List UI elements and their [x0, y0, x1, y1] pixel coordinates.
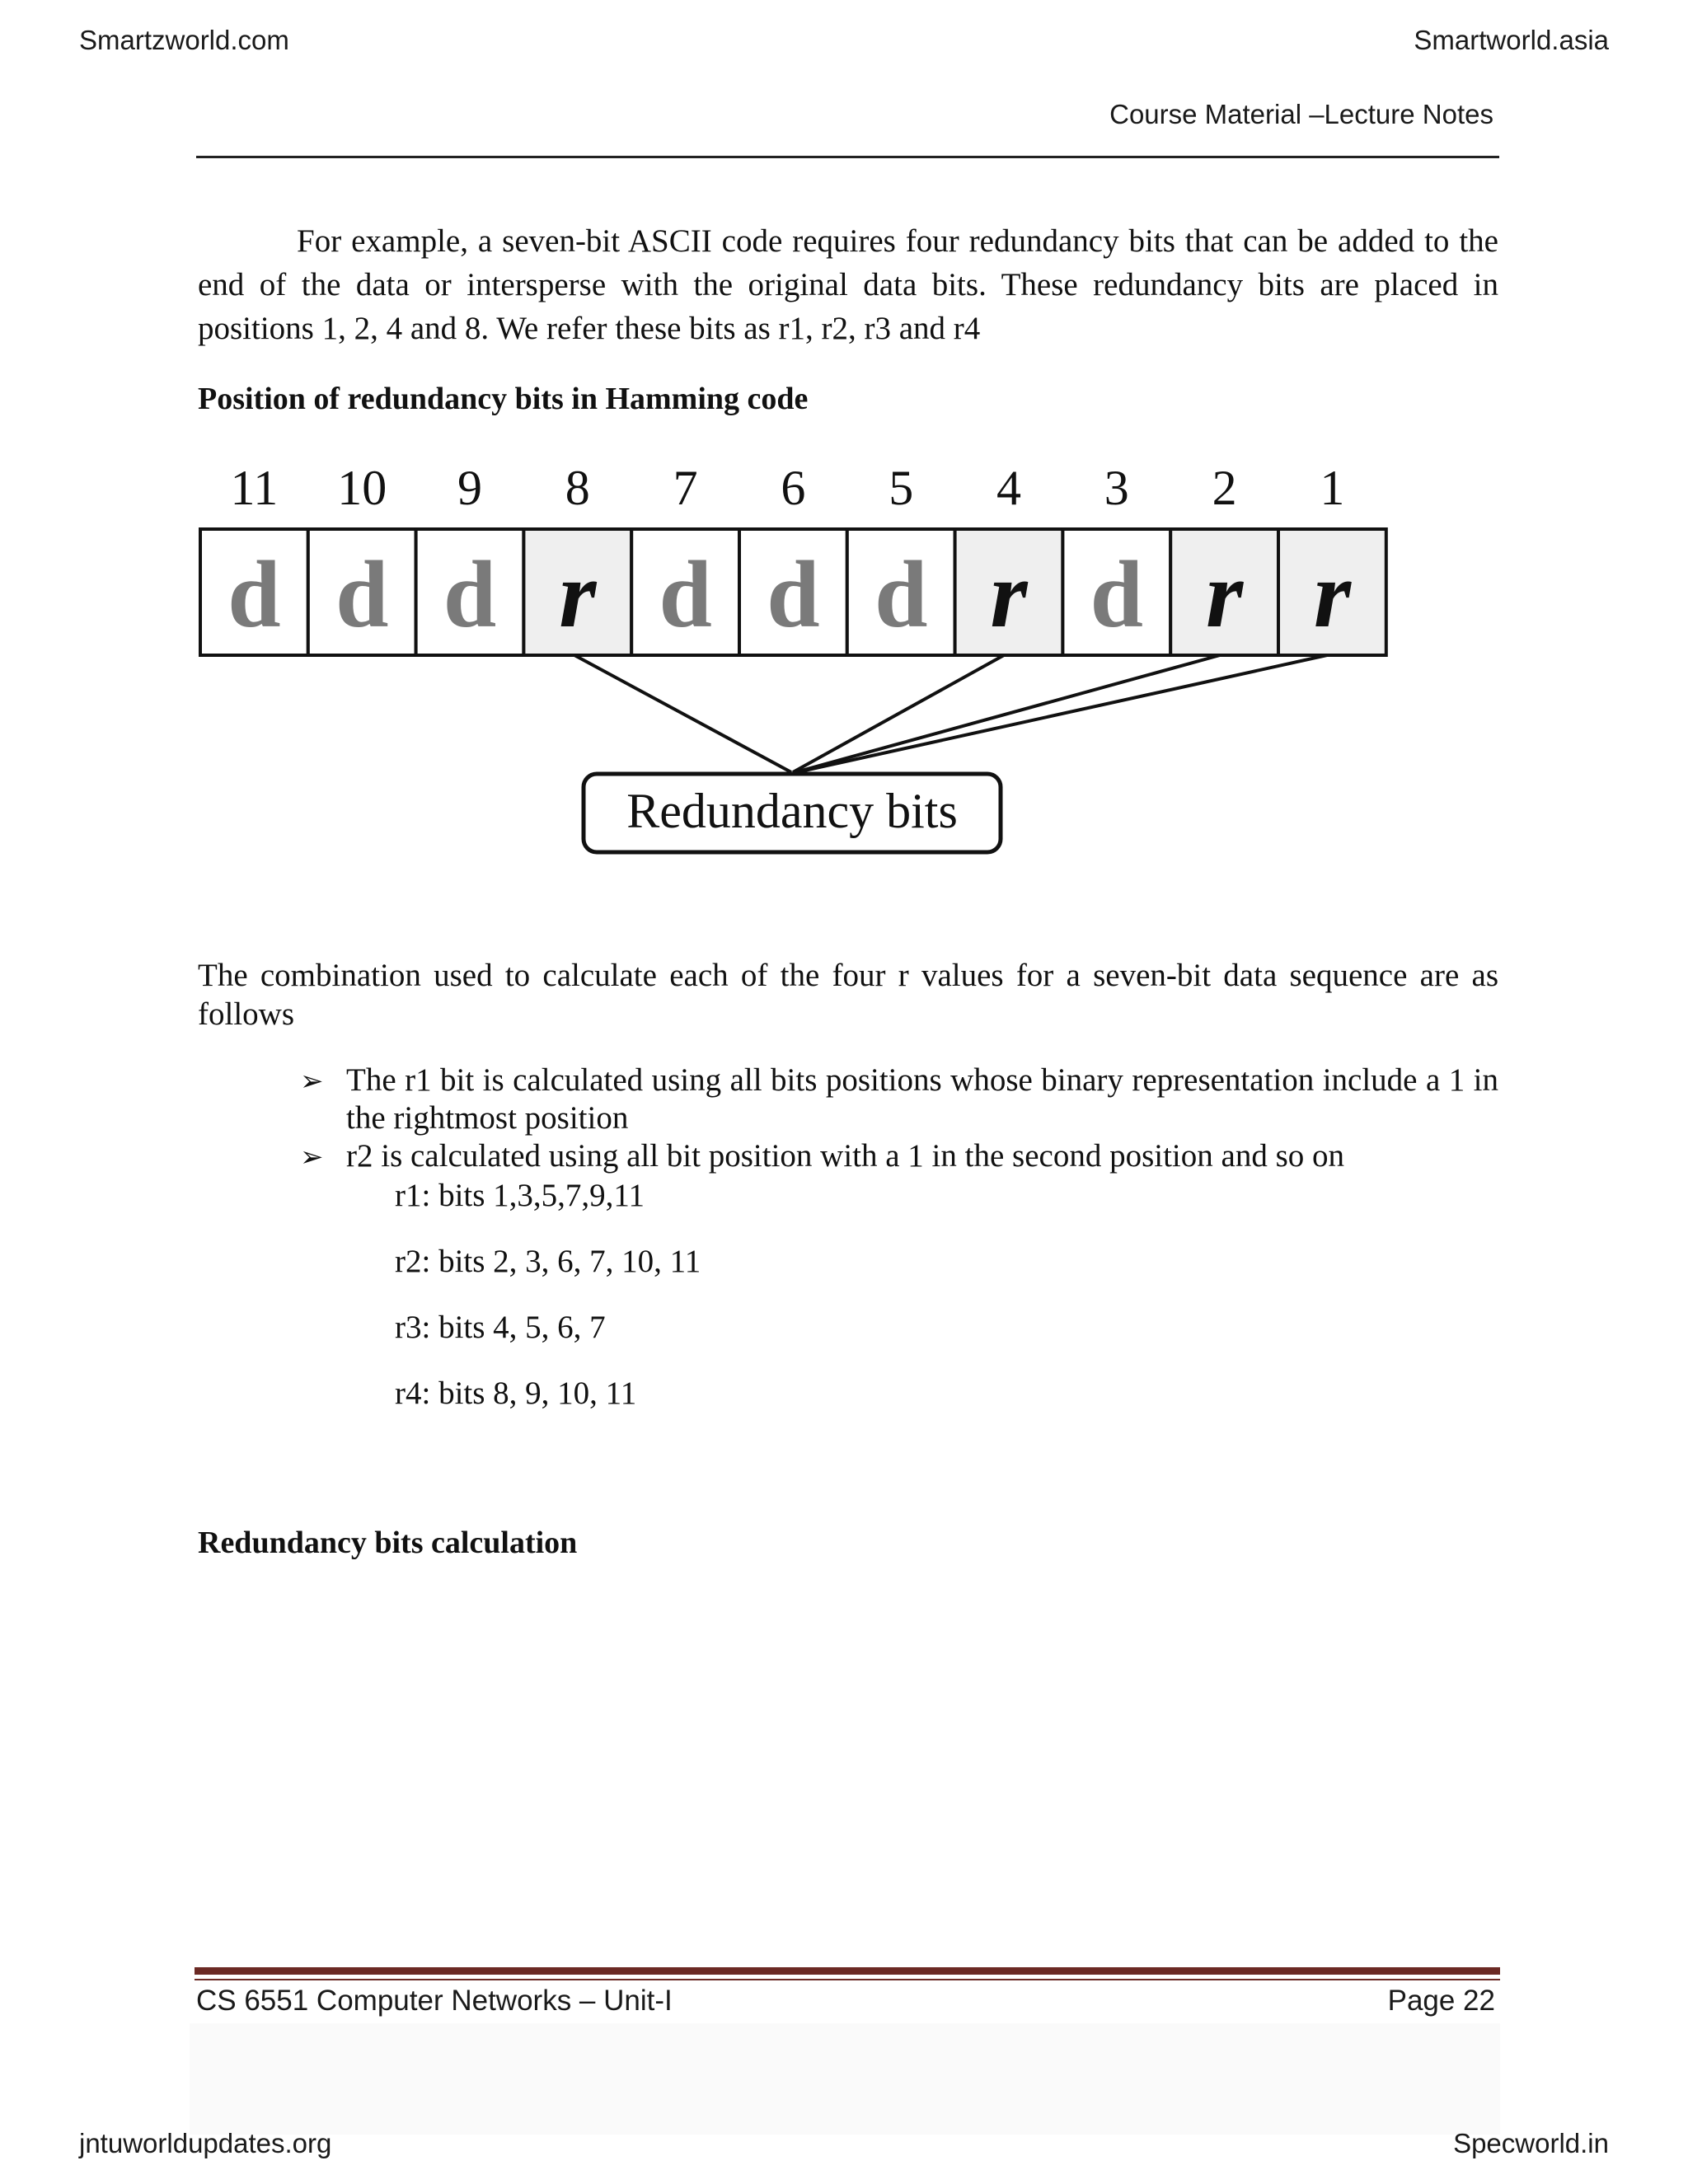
page-bottom-area [190, 2023, 1500, 2135]
data-bit-letter: d [767, 542, 820, 648]
combination-r2: r2: bits 2, 3, 6, 7, 10, 11 [395, 1244, 701, 1279]
data-bit-letter: d [227, 542, 281, 648]
redundancy-bit-letter: r [1206, 542, 1244, 648]
footer-rule-thin [195, 1979, 1500, 1980]
watermark-bottom-left: jntuworldupdates.org [79, 2128, 332, 2158]
connector-line-r2 [795, 655, 1220, 772]
redundancy-bit-letter: r [1313, 542, 1351, 648]
bit-position-label: 7 [673, 461, 698, 515]
combination-r3: r3: bits 4, 5, 6, 7 [395, 1310, 606, 1345]
bit-position-label: 4 [996, 461, 1021, 515]
combination-paragraph: The combination used to calculate each of the four r values for a seven-bit data sequence are as follows [198, 958, 1498, 1032]
footer-page-number: Page 22 [1387, 1985, 1495, 2017]
combination-r1: r1: bits 1,3,5,7,9,11 [395, 1178, 645, 1213]
data-bit-letter: d [659, 542, 712, 648]
footer-course: CS 6551 Computer Networks – Unit-I [196, 1985, 673, 2017]
connector-line-r1 [797, 655, 1327, 772]
hamming-position-diagram [0, 445, 1688, 874]
watermark-bottom-right: Specworld.in [1453, 2128, 1609, 2158]
bit-position-label: 5 [889, 461, 914, 515]
data-bit-letter: d [443, 542, 497, 648]
footer-rule-thick [195, 1967, 1500, 1975]
arrow-bullet-icon: ➢ [300, 1066, 324, 1097]
section-heading-calculation: Redundancy bits calculation [198, 1526, 578, 1560]
bit-position-label: 2 [1212, 461, 1237, 515]
data-bit-letter: d [874, 542, 928, 648]
bullet-item-r1: The r1 bit is calculated using all bits positions whose binary representation include a 1 in the rightmost position [346, 1062, 1498, 1136]
redundancy-bit-letter: r [559, 542, 597, 648]
bit-position-label: 9 [457, 461, 482, 515]
header-rule [196, 156, 1499, 158]
data-bit-letter: d [335, 542, 389, 648]
bit-position-label: 3 [1104, 461, 1129, 515]
watermark-top-left: Smartzworld.com [79, 25, 289, 55]
redundancy-bits-label: Redundancy bits [626, 784, 958, 838]
arrow-bullet-icon: ➢ [300, 1142, 324, 1173]
intro-paragraph: For example, a seven-bit ASCII code requires four redundancy bits that can be added to the end of the data or intersperse with the original data bits. These redundancy bits are placed in positions 1, 2, 4 and 8. We refer these bits as r1, r2, r3 and r4 [198, 223, 1498, 346]
connector-line-r8 [574, 655, 791, 772]
connector-line-r4 [793, 655, 1004, 772]
bit-position-label: 11 [230, 461, 279, 515]
combination-r4: r4: bits 8, 9, 10, 11 [395, 1376, 637, 1411]
data-bit-letter: d [1090, 542, 1144, 648]
page-header-title: Course Material –Lecture Notes [1109, 99, 1493, 129]
redundancy-bit-letter: r [990, 542, 1028, 648]
section-heading-position: Position of redundancy bits in Hamming code [198, 382, 809, 416]
bit-position-label: 6 [781, 461, 806, 515]
watermark-top-right: Smartworld.asia [1414, 25, 1609, 55]
bit-position-label: 8 [565, 461, 590, 515]
bullet-item-r2: r2 is calculated using all bit position with a 1 in the second position and so on [346, 1138, 1344, 1174]
bit-position-label: 1 [1320, 461, 1345, 515]
bit-position-label: 10 [337, 461, 387, 515]
